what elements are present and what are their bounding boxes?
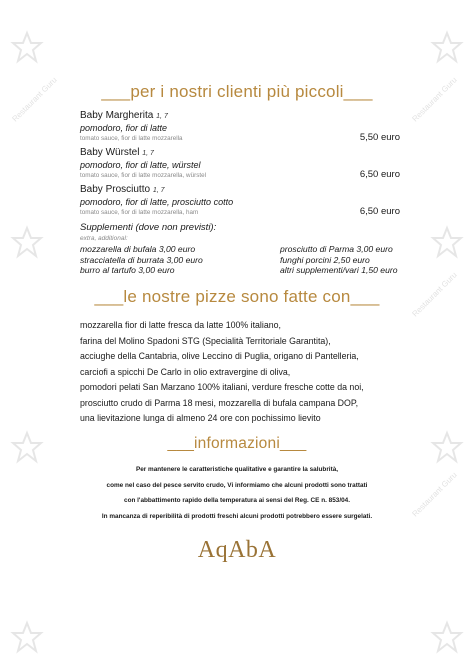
allergen-numbers: 1, 7: [156, 113, 168, 120]
item-price: 6,50 euro: [359, 169, 400, 180]
menu-item: [80, 110, 400, 147]
menu-item: [80, 184, 400, 221]
allergen-numbers: 1, 7: [152, 187, 165, 194]
info-line: In mancanza di reperibilità di prodotti freschi alcuni prodotti potrebbero essere surgelati.: [101, 512, 373, 520]
supplements-right-column: [280, 244, 398, 276]
ingredient-line: acciughe della Cantabria, olive Leccino di Puglia, origano di Pantelleria,: [80, 351, 359, 361]
kids-menu-list: [80, 110, 400, 221]
info-line: Per mantenere le caratteristiche qualitative e garantire la salubrità,: [135, 466, 339, 473]
ingredient-line: farina del Molino Spadoni STG (Specialità Territoriale Garantita),: [80, 335, 331, 346]
item-english-description: tomato sauce, fior di latte mozzarella: [80, 135, 183, 142]
supplement-item: funghi porcini 2,50 euro: [280, 254, 370, 265]
item-english-description: tomato sauce, fior di latte mozzarella, würstel: [80, 172, 206, 179]
supplement-item: mozzarella di bufala 3,00 euro: [80, 244, 196, 254]
supplements-title: Supplementi (dove non previsti):: [80, 222, 217, 233]
ingredient-line: pomodori pelati San Marzano 100% italiani, verdure fresche cotte da noi,: [80, 382, 364, 392]
restaurant-guru-watermark-icon: [430, 30, 464, 64]
supplements-subtitle: extra, additional:: [80, 235, 128, 242]
item-english-description: tomato sauce, fior di latte mozzarella, ham: [80, 209, 199, 216]
item-description: pomodoro, fior di latte, prosciutto cotto: [80, 197, 234, 207]
allergen-numbers: 1, 7: [142, 150, 154, 157]
watermark-text: Restaurant Guru: [410, 270, 459, 319]
restaurant-guru-watermark-icon: [10, 225, 44, 259]
ingredient-line: mozzarella fior di latte fresca da latte 100% italiano,: [80, 320, 281, 330]
watermark-text: Restaurant Guru: [10, 75, 59, 124]
supplement-item: altri supplementi/vari 1,50 euro: [280, 265, 398, 275]
pizza-section-title: ___le nostre pizze sono fatte con___: [94, 287, 380, 306]
info-line: come nel caso del pesce servito crudo, Vi informiamo che alcuni prodotti sono trattati: [106, 481, 368, 489]
item-description: pomodoro, fior di latte, würstel: [80, 160, 201, 170]
item-description: pomodoro, fior di latte: [80, 123, 168, 133]
supplement-item: prosciutto di Parma 3,00 euro: [280, 244, 393, 254]
item-price: 5,50 euro: [359, 132, 400, 143]
supplement-item: burro al tartufo 3,00 euro: [80, 265, 175, 275]
ingredient-line: una lievitazione lunga di almeno 24 ore con pochissimo lievito: [80, 413, 321, 423]
restaurant-logo: AqAbA: [197, 537, 277, 563]
kids-section-title: ___per i nostri clienti più piccoli___: [101, 82, 373, 101]
info-section-title: ___informazioni___: [167, 435, 307, 452]
item-name: Baby Prosciutto: [80, 184, 151, 195]
item-price: 6,50 euro: [359, 206, 400, 217]
ingredient-line: carciofi a spicchi De Carlo in olio extravergine di oliva,: [80, 366, 291, 377]
info-notice: [60, 462, 414, 524]
supplement-item: stracciatella di burrata 3,00 euro: [80, 254, 203, 265]
watermark-text: Restaurant Guru: [410, 470, 459, 519]
item-name: Baby Margherita: [80, 110, 154, 121]
ingredients-list: [80, 318, 400, 427]
info-line: con l'abbattimento rapido della temperatura ai sensi del Reg. CE n. 853/04.: [124, 497, 350, 504]
restaurant-guru-watermark-icon: [10, 620, 44, 654]
restaurant-guru-watermark-icon: [10, 30, 44, 64]
watermark-text: Restaurant Guru: [410, 75, 459, 124]
restaurant-guru-watermark-icon: [430, 620, 464, 654]
menu-item: [80, 147, 400, 184]
item-name: Baby Würstel: [80, 147, 140, 158]
restaurant-guru-watermark-icon: [430, 225, 464, 259]
ingredient-line: prosciutto crudo di Parma 18 mesi, mozzarella di bufala campana DOP,: [80, 397, 359, 408]
supplements-left-column: [80, 244, 203, 276]
